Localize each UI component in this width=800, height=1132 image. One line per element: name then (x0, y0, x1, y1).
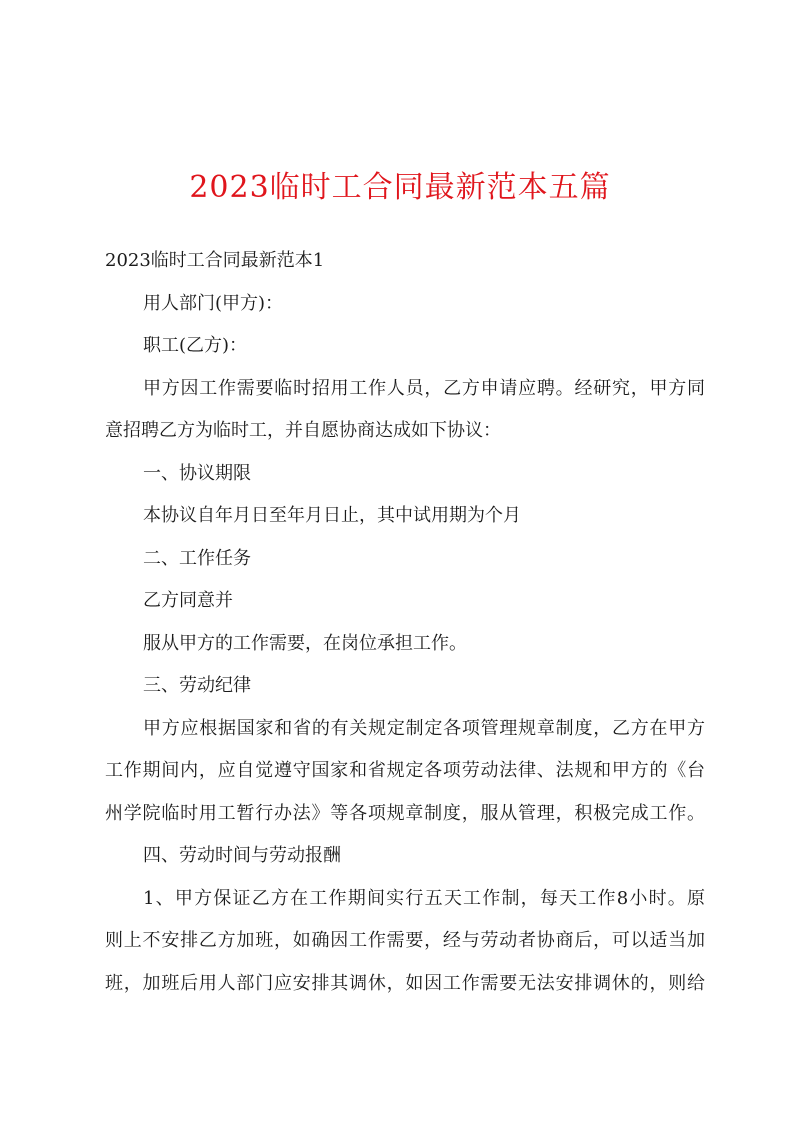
text-line: 1、甲方保证乙方在工作期间实行五天工作制，每天工作8小时。原 (143, 887, 705, 909)
text-line: 则上不安排乙方加班，如确因工作需要，经与劳动者协商后，可以适当加 (105, 930, 705, 951)
text-line: 服从甲方的工作需要，在岗位承担工作。 (143, 632, 467, 654)
text-line: 乙方同意并 (143, 590, 233, 611)
document-title: 2023临时工合同最新范本五篇 (189, 170, 611, 205)
text-line: 工作期间内，应自觉遵守国家和省规定各项劳动法律、法规和甲方的《台 (105, 760, 705, 781)
text-line: 本协议自年月日至年月日止，其中试用期为个月 (143, 505, 521, 526)
text-line: 州学院临时用工暂行办法》等各项规章制度，服从管理，积极完成工作。 (105, 802, 705, 824)
text-line: 意招聘乙方为临时工，并自愿协商达成如下协议： (105, 420, 501, 441)
text-line: 班，加班后用人部门应安排其调休，如因工作需要无法安排调休的，则给 (105, 972, 705, 994)
text-line: 甲方应根据国家和省的有关规定制定各项管理规章制度，乙方在甲方 (143, 717, 705, 739)
text-line: 甲方因工作需要临时招用工作人员，乙方申请应聘。经研究，甲方同 (143, 377, 705, 399)
text-line: 四、劳动时间与劳动报酬 (143, 845, 341, 866)
text-line: 三、劳动纪律 (143, 675, 251, 696)
text-line: 用人部门(甲方)： (143, 292, 284, 314)
text-line: 一、协议期限 (143, 462, 251, 484)
document-body (105, 240, 705, 1005)
paragraph-lines (105, 283, 705, 1006)
text-line: 二、工作任务 (143, 547, 251, 569)
text-line: 职工(乙方)： (143, 335, 248, 356)
section-heading: 2023临时工合同最新范本1 (105, 250, 325, 271)
